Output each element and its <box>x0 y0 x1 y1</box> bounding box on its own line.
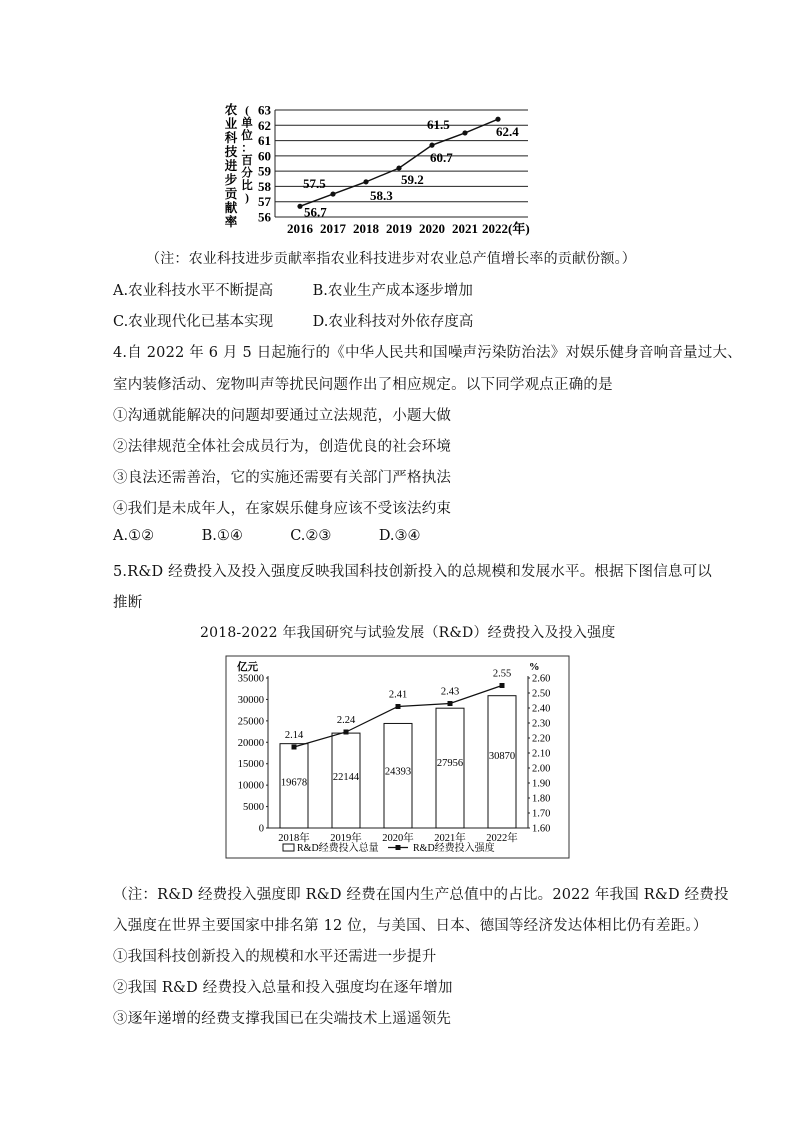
chart1-unit-char: ( <box>245 105 249 117</box>
chart1-y-tick: 56 <box>258 209 271 225</box>
chart2-right-tick: 2.30 <box>532 718 551 730</box>
chart2-line-point <box>396 704 401 709</box>
chart1-data-label: 62.4 <box>496 124 519 140</box>
chart1-y-tick: 60 <box>258 148 271 164</box>
chart1-unit-label <box>240 105 253 205</box>
chart1-unit-char: ) <box>245 192 249 205</box>
q4-stem-line1: 4.自 2022 年 6 月 5 日起施行的《中华人民共和国噪声污染防治法》对娱乐健身音响音量过大、 <box>113 345 742 361</box>
q5-item-3: ③逐年递增的经费支撑我国已在尖端技术上遥遥领先 <box>113 1011 452 1027</box>
chart2-line-label: 2.41 <box>388 689 408 701</box>
chart1-point <box>396 165 401 170</box>
chart1-x-tick: 2018 <box>353 221 379 236</box>
chart1-y-tick: 62 <box>258 117 271 133</box>
chart1-data-label: 56.7 <box>304 204 327 220</box>
chart1-point <box>297 204 302 209</box>
chart2-x-tick: 2019年 <box>330 833 362 844</box>
chart2-left-tick: 25000 <box>237 716 264 728</box>
chart1-data-label: 59.2 <box>401 172 424 188</box>
chart2-x-tick: 2021年 <box>434 833 466 844</box>
chart2-right-tick: 2.40 <box>532 703 551 715</box>
chart1-x-tick: 2021 <box>452 221 478 236</box>
q3-option-d[interactable]: D.农业科技对外依存度高 <box>312 314 474 330</box>
chart1-x-tick: 2019 <box>386 221 412 236</box>
q5-item-2: ②我国 R&D 经费投入总量和投入强度均在逐年增加 <box>113 980 453 996</box>
q5-stem-line1: 5.R&D 经费投入及投入强度反映我国科技创新投入的总规模和发展水平。根据下图信息可以 <box>113 564 712 580</box>
chart1-ylabel-char: 农 <box>224 103 238 117</box>
chart1-note: （注：农业科技进步贡献率指农业科技进步对农业总产值增长率的贡献份额。） <box>146 251 636 267</box>
q3-option-b[interactable]: B.农业生产成本逐步增加 <box>312 283 473 299</box>
q4-item-1: ①沟通就能解决的问题却要通过立法规范，小题大做 <box>113 408 452 424</box>
chart1-unit-char: ： <box>241 142 253 155</box>
chart1-line <box>300 116 498 206</box>
chart2-right-tick: 1.70 <box>532 808 551 820</box>
chart2-right-tick: 2.20 <box>532 733 551 745</box>
chart2-right-tick: 2.00 <box>532 763 551 775</box>
chart2-legend-line-marker <box>396 845 401 850</box>
chart2-left-tick: 35000 <box>237 673 264 685</box>
q4-option-c[interactable]: C.②③ <box>290 528 332 544</box>
chart2-left-tick: 15000 <box>237 759 264 771</box>
chart1-y-tick: 59 <box>258 163 271 179</box>
chart1-data-label: 61.5 <box>427 116 450 132</box>
chart1-ylabel-char: 业 <box>224 117 238 131</box>
rd-investment-combo-chart <box>225 655 570 860</box>
chart1-ylabel-char: 进 <box>224 159 238 173</box>
chart1-ylabel-char: 贡 <box>224 187 238 201</box>
chart1-x-tick: 2017 <box>320 221 346 236</box>
chart1-data-label: 57.5 <box>303 176 326 192</box>
chart1-y-tick: 61 <box>258 133 271 149</box>
chart2-bar-label: 19678 <box>280 777 308 789</box>
chart1-ylabel <box>224 102 239 229</box>
chart2-right-unit: % <box>529 662 540 673</box>
chart1-ylabel-char: 科 <box>224 131 238 145</box>
chart1-unit-char: 分 <box>241 167 253 180</box>
chart2-line-label: 2.43 <box>440 686 460 698</box>
q4-option-b[interactable]: B.①④ <box>201 528 243 544</box>
chart2-bars <box>280 696 516 828</box>
chart2-bar-label: 22144 <box>332 771 360 783</box>
chart1-ylabel-char: 率 <box>224 215 238 229</box>
chart2-legend-line-label: R&D经费投入强度 <box>413 843 495 854</box>
chart2-x-tick: 2020年 <box>382 833 414 844</box>
chart1-point <box>462 130 467 135</box>
chart2-right-tick: 2.50 <box>532 688 551 700</box>
chart1-unit-char: 比 <box>241 180 253 192</box>
chart1-data-label: 58.3 <box>370 187 393 203</box>
chart1-point <box>363 179 368 184</box>
chart2-line-label: 2.14 <box>284 730 304 741</box>
agri-contribution-line-chart <box>215 100 560 240</box>
q3-options-row1 <box>113 279 473 300</box>
chart1-y-ticks <box>258 103 272 225</box>
chart1-ylabel-char: 献 <box>224 201 238 215</box>
q4-options <box>113 528 421 544</box>
chart1-ylabel-char: 步 <box>224 173 238 187</box>
q4-stem-line2: 室内装修活动、宠物叫声等扰民问题作出了相应规定。以下同学观点正确的是 <box>113 377 613 393</box>
chart2-line-point <box>344 730 349 735</box>
chart2-right-tick: 1.80 <box>532 793 551 805</box>
chart2-right-tick: 2.60 <box>532 673 551 685</box>
chart2-line-label: 2.24 <box>336 715 356 726</box>
chart1-unit-char: 百 <box>241 155 253 167</box>
chart1-ylabel-char: 技 <box>224 145 238 159</box>
q5-stem-line2: 推断 <box>113 595 143 611</box>
chart2-left-unit: 亿元 <box>237 662 258 673</box>
chart2-left-tick: 0 <box>258 823 264 835</box>
q5-item-1: ①我国科技创新投入的规模和水平还需进一步提升 <box>113 949 437 965</box>
chart1-x-tick: 2022(年) <box>482 221 530 236</box>
chart1-unit-char: 位 <box>241 130 253 142</box>
chart1-y-tick: 63 <box>258 102 271 118</box>
q3-option-a[interactable]: A.农业科技水平不断提高 <box>113 283 274 299</box>
q5-note-line2: 入强度在世界主要国家中排名第 12 位，与美国、日本、德国等经济发达体相比仍有差距。） <box>113 918 708 934</box>
q4-option-d[interactable]: D.③④ <box>378 528 421 544</box>
q3-options-row2 <box>113 310 473 331</box>
chart2-right-axis <box>528 674 550 835</box>
chart2-bar-label: 24393 <box>384 766 412 778</box>
chart2-right-tick: 1.90 <box>532 778 551 790</box>
chart2-right-tick: 2.10 <box>532 748 551 760</box>
chart2-line-point <box>500 683 505 688</box>
chart1-series <box>297 117 519 220</box>
q4-item-3: ③良法还需善治，它的实施还需要有关部门严格执法 <box>113 470 452 486</box>
chart2-left-tick: 20000 <box>237 737 264 749</box>
q5-chart-title: 2018-2022 年我国研究与试验发展（R&D）经费投入及投入强度 <box>200 625 616 641</box>
chart2-line-label: 2.55 <box>492 668 512 680</box>
chart2-line-point <box>448 701 453 706</box>
chart2-bar-label: 30870 <box>488 751 516 763</box>
chart1-point <box>330 191 335 196</box>
chart1-x-tick: 2016 <box>287 221 313 236</box>
chart2-legend-bar-label: R&D经费投入总量 <box>297 843 379 854</box>
chart2-line-point <box>292 745 297 750</box>
chart1-point <box>495 117 500 122</box>
chart2-left-tick: 5000 <box>243 802 264 814</box>
chart1-point <box>429 143 434 148</box>
chart2-left-tick: 10000 <box>237 780 264 792</box>
chart1-y-tick: 58 <box>258 178 271 194</box>
chart1-x-ticks <box>287 221 530 236</box>
q4-option-a[interactable]: A.①② <box>113 528 155 544</box>
chart2-left-tick: 30000 <box>237 694 264 706</box>
chart2-legend-bar-swatch <box>283 844 294 851</box>
chart2-x-tick: 2022年 <box>486 833 518 844</box>
chart1-y-tick: 57 <box>258 194 271 210</box>
q3-option-c[interactable]: C.农业现代化已基本实现 <box>113 314 274 330</box>
chart2-right-tick: 1.60 <box>532 823 551 835</box>
chart1-x-tick: 2020 <box>419 221 445 236</box>
q5-note-line1: （注：R&D 经费投入强度即 R&D 经费在国内生产总值中的占比。2022 年我国 R&D 经费投 <box>113 887 729 903</box>
chart2-x-tick: 2018年 <box>278 833 310 844</box>
q4-item-4: ④我们是未成年人，在家娱乐健身应该不受该法约束 <box>113 501 452 517</box>
chart1-unit-char: 单 <box>241 117 253 130</box>
chart2-bar-label: 27956 <box>436 758 464 770</box>
q4-item-2: ②法律规范全体社会成员行为，创造优良的社会环境 <box>113 439 452 455</box>
chart1-data-label: 60.7 <box>430 150 453 166</box>
